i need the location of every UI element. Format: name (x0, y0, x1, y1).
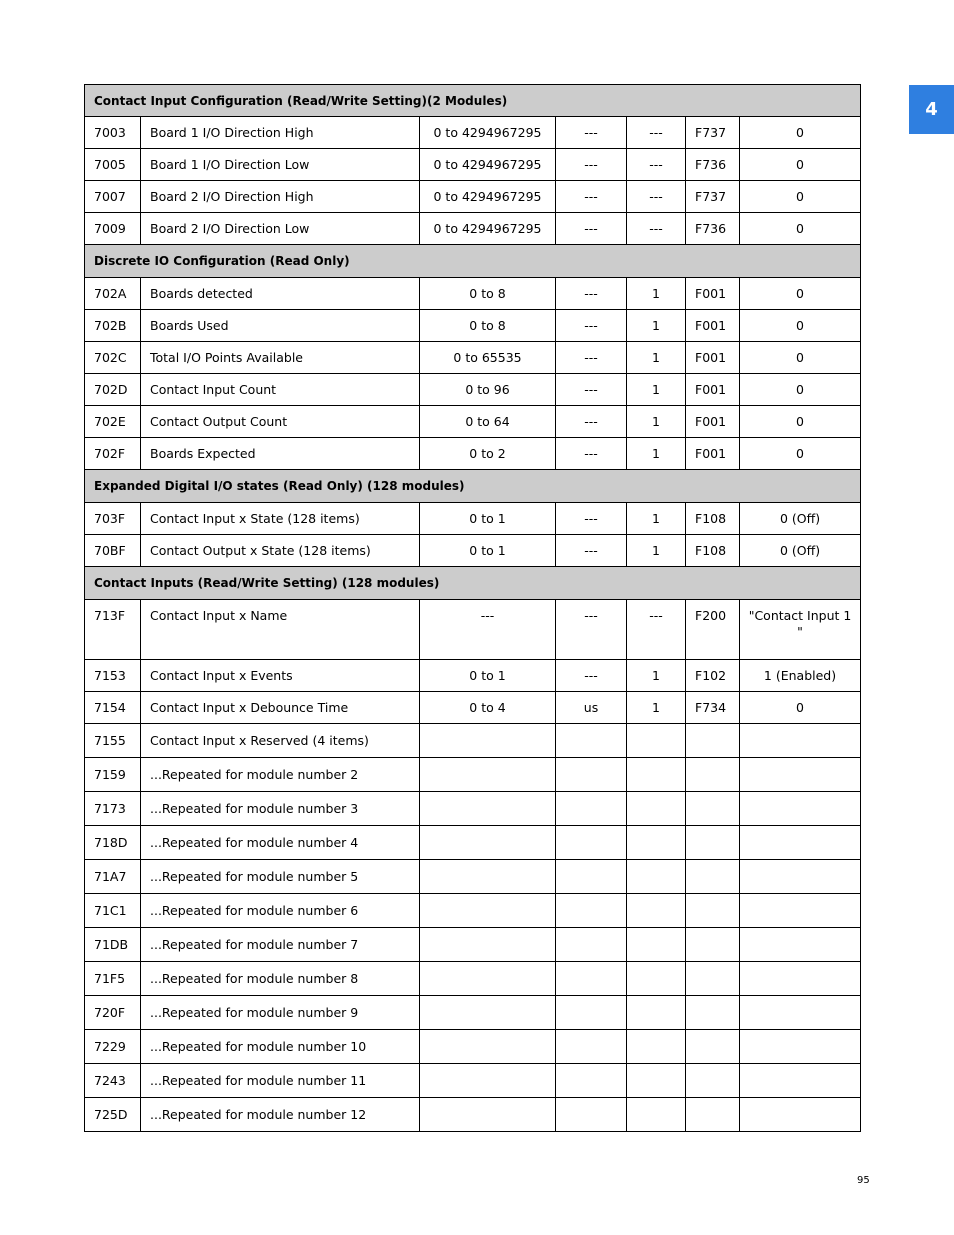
range-cell (420, 758, 556, 792)
format-cell (686, 860, 740, 894)
description-cell: Contact Output Count (141, 406, 420, 438)
description-cell: Contact Input x Name (141, 600, 420, 660)
table-row (85, 149, 861, 181)
table-row (85, 406, 861, 438)
description-cell: Board 1 I/O Direction High (141, 117, 420, 149)
description-cell: ...Repeated for module number 5 (141, 860, 420, 894)
table-row (85, 962, 861, 996)
units-cell (556, 792, 627, 826)
section-header (85, 245, 861, 278)
format-cell: F737 (686, 181, 740, 213)
description-cell: Contact Input Count (141, 374, 420, 406)
address-cell: 702E (85, 406, 141, 438)
address-cell: 725D (85, 1098, 141, 1132)
format-cell (686, 996, 740, 1030)
range-cell (420, 1098, 556, 1132)
address-cell: 7007 (85, 181, 141, 213)
default-cell: 0 (740, 406, 861, 438)
table-row (85, 928, 861, 962)
description-cell: ...Repeated for module number 10 (141, 1030, 420, 1064)
format-cell (686, 928, 740, 962)
table-row (85, 117, 861, 149)
address-cell: 7243 (85, 1064, 141, 1098)
description-cell: Total I/O Points Available (141, 342, 420, 374)
default-cell (740, 1030, 861, 1064)
default-cell (740, 996, 861, 1030)
format-cell: F001 (686, 278, 740, 310)
address-cell: 7005 (85, 149, 141, 181)
address-cell: 71A7 (85, 860, 141, 894)
description-cell: ...Repeated for module number 12 (141, 1098, 420, 1132)
units-cell: --- (556, 342, 627, 374)
address-cell: 71F5 (85, 962, 141, 996)
description-cell: Boards Expected (141, 438, 420, 470)
default-cell (740, 894, 861, 928)
section-header (85, 470, 861, 503)
section-title: Discrete IO Configuration (Read Only) (85, 245, 861, 278)
default-cell: 0 (740, 117, 861, 149)
description-cell: ...Repeated for module number 11 (141, 1064, 420, 1098)
table-row (85, 342, 861, 374)
default-cell (740, 860, 861, 894)
address-cell: 713F (85, 600, 141, 660)
step-cell (627, 1030, 686, 1064)
default-cell (740, 928, 861, 962)
range-cell (420, 1064, 556, 1098)
units-cell (556, 826, 627, 860)
description-cell: ...Repeated for module number 7 (141, 928, 420, 962)
address-cell: 718D (85, 826, 141, 860)
range-cell: 0 to 4294967295 (420, 117, 556, 149)
range-cell: --- (420, 600, 556, 660)
format-cell: F737 (686, 117, 740, 149)
range-cell (420, 860, 556, 894)
section-title: Contact Inputs (Read/Write Setting) (128 modules) (85, 567, 861, 600)
description-cell: Boards detected (141, 278, 420, 310)
range-cell: 0 to 4 (420, 692, 556, 724)
step-cell: 1 (627, 438, 686, 470)
default-cell: 0 (740, 278, 861, 310)
step-cell (627, 792, 686, 826)
chapter-tab: 4 (909, 85, 954, 134)
step-cell: 1 (627, 660, 686, 692)
units-cell (556, 894, 627, 928)
step-cell: 1 (627, 692, 686, 724)
default-cell (740, 1098, 861, 1132)
address-cell: 70BF (85, 535, 141, 567)
format-cell (686, 962, 740, 996)
step-cell: 1 (627, 278, 686, 310)
step-cell (627, 928, 686, 962)
range-cell: 0 to 1 (420, 660, 556, 692)
default-cell: 0 (740, 438, 861, 470)
range-cell: 0 to 4294967295 (420, 181, 556, 213)
step-cell (627, 1064, 686, 1098)
table-row (85, 724, 861, 758)
units-cell: us (556, 692, 627, 724)
default-cell: 0 (740, 342, 861, 374)
units-cell: --- (556, 213, 627, 245)
units-cell: --- (556, 600, 627, 660)
range-cell (420, 724, 556, 758)
description-cell: Contact Input x State (128 items) (141, 503, 420, 535)
default-cell (740, 758, 861, 792)
units-cell: --- (556, 374, 627, 406)
table-row (85, 1098, 861, 1132)
table-row (85, 213, 861, 245)
address-cell: 720F (85, 996, 141, 1030)
range-cell: 0 to 64 (420, 406, 556, 438)
description-cell: ...Repeated for module number 2 (141, 758, 420, 792)
range-cell: 0 to 65535 (420, 342, 556, 374)
step-cell: 1 (627, 535, 686, 567)
units-cell: --- (556, 406, 627, 438)
default-cell: 0 (Off) (740, 503, 861, 535)
units-cell (556, 1030, 627, 1064)
format-cell: F001 (686, 374, 740, 406)
range-cell: 0 to 1 (420, 503, 556, 535)
format-cell: F001 (686, 438, 740, 470)
step-cell (627, 758, 686, 792)
step-cell: --- (627, 149, 686, 181)
units-cell: --- (556, 117, 627, 149)
units-cell (556, 928, 627, 962)
table-row (85, 1064, 861, 1098)
format-cell: F001 (686, 342, 740, 374)
address-cell: 7003 (85, 117, 141, 149)
table-row (85, 278, 861, 310)
step-cell: 1 (627, 374, 686, 406)
address-cell: 71DB (85, 928, 141, 962)
units-cell: --- (556, 278, 627, 310)
address-cell: 7173 (85, 792, 141, 826)
address-cell: 7009 (85, 213, 141, 245)
address-cell: 7159 (85, 758, 141, 792)
description-cell: Contact Input x Debounce Time (141, 692, 420, 724)
address-cell: 7229 (85, 1030, 141, 1064)
default-cell: 0 (Off) (740, 535, 861, 567)
range-cell: 0 to 2 (420, 438, 556, 470)
units-cell (556, 724, 627, 758)
table-row (85, 1030, 861, 1064)
units-cell: --- (556, 660, 627, 692)
address-cell: 7154 (85, 692, 141, 724)
step-cell: --- (627, 213, 686, 245)
format-cell (686, 826, 740, 860)
format-cell: F001 (686, 310, 740, 342)
range-cell: 0 to 8 (420, 310, 556, 342)
table-row (85, 894, 861, 928)
range-cell: 0 to 96 (420, 374, 556, 406)
table-row (85, 860, 861, 894)
default-cell: "Contact Input 1 " (740, 600, 861, 660)
range-cell: 0 to 4294967295 (420, 149, 556, 181)
description-cell: Boards Used (141, 310, 420, 342)
range-cell (420, 996, 556, 1030)
default-cell (740, 826, 861, 860)
table-row (85, 600, 861, 660)
default-cell: 0 (740, 692, 861, 724)
format-cell: F108 (686, 535, 740, 567)
address-cell: 702F (85, 438, 141, 470)
range-cell (420, 1030, 556, 1064)
range-cell (420, 962, 556, 996)
description-cell: ...Repeated for module number 9 (141, 996, 420, 1030)
description-cell: Contact Input x Reserved (4 items) (141, 724, 420, 758)
description-cell: Board 2 I/O Direction High (141, 181, 420, 213)
address-cell: 702C (85, 342, 141, 374)
table-row (85, 181, 861, 213)
description-cell: ...Repeated for module number 4 (141, 826, 420, 860)
address-cell: 702B (85, 310, 141, 342)
step-cell (627, 996, 686, 1030)
address-cell: 702A (85, 278, 141, 310)
units-cell (556, 860, 627, 894)
section-header (85, 567, 861, 600)
default-cell: 0 (740, 213, 861, 245)
address-cell: 703F (85, 503, 141, 535)
description-cell: ...Repeated for module number 6 (141, 894, 420, 928)
format-cell (686, 724, 740, 758)
units-cell: --- (556, 310, 627, 342)
description-cell: Board 2 I/O Direction Low (141, 213, 420, 245)
table-row (85, 503, 861, 535)
default-cell (740, 1064, 861, 1098)
units-cell: --- (556, 438, 627, 470)
format-cell: F200 (686, 600, 740, 660)
step-cell (627, 860, 686, 894)
description-cell: ...Repeated for module number 8 (141, 962, 420, 996)
address-cell: 7155 (85, 724, 141, 758)
range-cell (420, 928, 556, 962)
format-cell: F001 (686, 406, 740, 438)
format-cell (686, 894, 740, 928)
page-number: 95 (857, 1175, 870, 1186)
units-cell: --- (556, 535, 627, 567)
section-title: Expanded Digital I/O states (Read Only) (128 modules) (85, 470, 861, 503)
step-cell (627, 826, 686, 860)
format-cell: F734 (686, 692, 740, 724)
units-cell (556, 996, 627, 1030)
default-cell: 0 (740, 374, 861, 406)
format-cell: F736 (686, 149, 740, 181)
range-cell: 0 to 8 (420, 278, 556, 310)
modbus-register-table (84, 84, 861, 1132)
format-cell: F102 (686, 660, 740, 692)
table-row (85, 310, 861, 342)
step-cell: 1 (627, 342, 686, 374)
units-cell: --- (556, 181, 627, 213)
format-cell: F736 (686, 213, 740, 245)
default-cell: 0 (740, 310, 861, 342)
step-cell (627, 962, 686, 996)
range-cell: 0 to 1 (420, 535, 556, 567)
section-title: Contact Input Configuration (Read/Write Setting)(2 Modules) (85, 85, 861, 117)
step-cell (627, 1098, 686, 1132)
description-cell: ...Repeated for module number 3 (141, 792, 420, 826)
units-cell (556, 758, 627, 792)
units-cell (556, 1098, 627, 1132)
range-cell (420, 894, 556, 928)
table-row (85, 374, 861, 406)
format-cell (686, 758, 740, 792)
units-cell (556, 962, 627, 996)
table-row (85, 692, 861, 724)
units-cell: --- (556, 503, 627, 535)
default-cell (740, 724, 861, 758)
step-cell: 1 (627, 310, 686, 342)
step-cell (627, 894, 686, 928)
format-cell: F108 (686, 503, 740, 535)
address-cell: 7153 (85, 660, 141, 692)
table-row (85, 438, 861, 470)
step-cell: --- (627, 600, 686, 660)
table-row (85, 996, 861, 1030)
table-row (85, 758, 861, 792)
range-cell (420, 792, 556, 826)
format-cell (686, 1064, 740, 1098)
step-cell: --- (627, 117, 686, 149)
format-cell (686, 1030, 740, 1064)
address-cell: 71C1 (85, 894, 141, 928)
section-header (85, 85, 861, 117)
description-cell: Contact Input x Events (141, 660, 420, 692)
default-cell: 0 (740, 181, 861, 213)
range-cell (420, 826, 556, 860)
step-cell: 1 (627, 503, 686, 535)
step-cell: 1 (627, 406, 686, 438)
default-cell (740, 792, 861, 826)
step-cell: --- (627, 181, 686, 213)
default-cell: 0 (740, 149, 861, 181)
format-cell (686, 792, 740, 826)
range-cell: 0 to 4294967295 (420, 213, 556, 245)
description-cell: Contact Output x State (128 items) (141, 535, 420, 567)
address-cell: 702D (85, 374, 141, 406)
default-cell (740, 962, 861, 996)
description-cell: Board 1 I/O Direction Low (141, 149, 420, 181)
format-cell (686, 1098, 740, 1132)
table-row (85, 660, 861, 692)
table-row (85, 792, 861, 826)
units-cell: --- (556, 149, 627, 181)
table-row (85, 826, 861, 860)
units-cell (556, 1064, 627, 1098)
step-cell (627, 724, 686, 758)
table-row (85, 535, 861, 567)
default-cell: 1 (Enabled) (740, 660, 861, 692)
